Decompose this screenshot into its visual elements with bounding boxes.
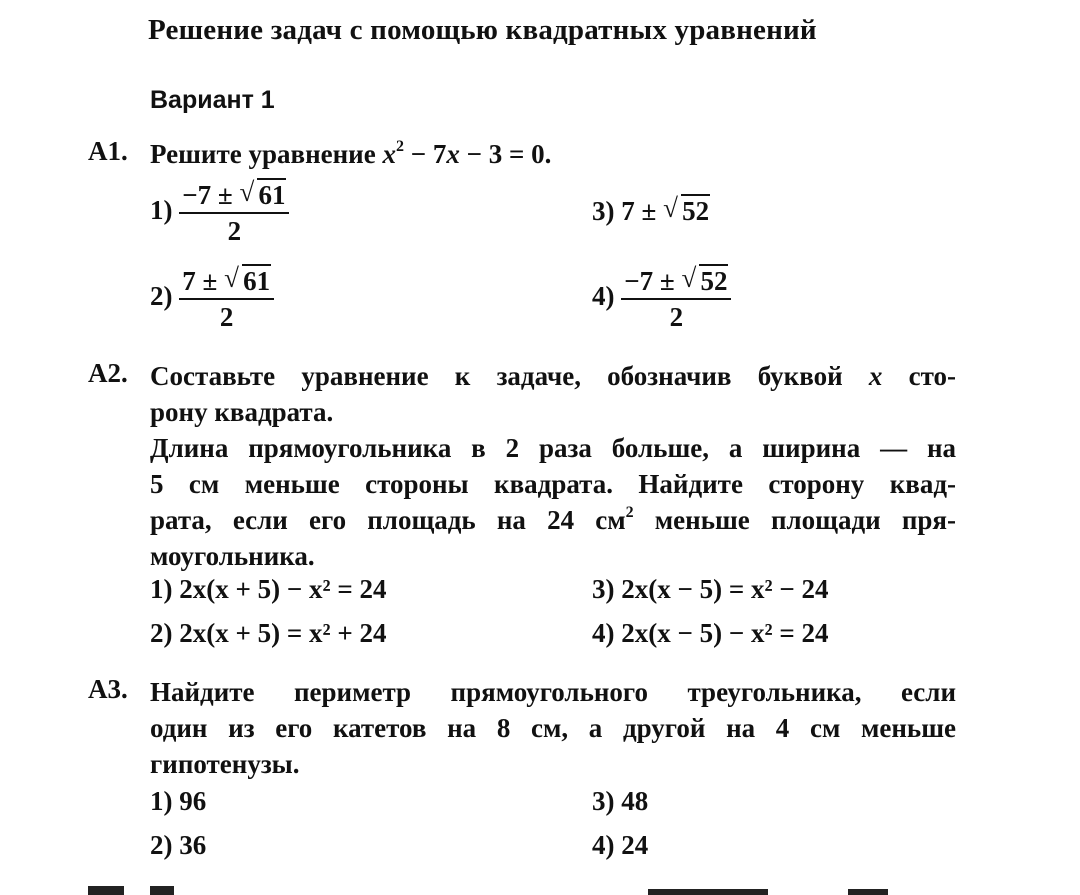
cropped-top-heading <box>300 0 590 8</box>
fraction: 7 ± √ 61 2 <box>179 266 274 332</box>
task-number: А3. <box>88 674 128 704</box>
task-text: Найдите периметр прямоугольного треугольника, если один из его катетов на 8 см, а другой на 4 см меньше гипотенузы. <box>150 677 956 779</box>
answer-option-2[interactable]: 2) 36 <box>150 830 207 860</box>
task-number: А2. <box>88 358 128 388</box>
answer-option-2[interactable]: 2) 7 ± √ 61 2 <box>150 266 274 332</box>
answer-option-1[interactable]: 1) 96 <box>150 786 207 816</box>
answer-option-2[interactable]: 2) 2x(x + 5) = x² + 24 <box>150 618 387 648</box>
answer-option-3[interactable]: 3) 2x(x − 5) = x² − 24 <box>592 574 829 604</box>
answer-option-4[interactable]: 4) 24 <box>592 830 649 860</box>
fraction: −7 ± √ 52 2 <box>621 266 731 332</box>
task-text: Решите уравнение $x^2 - 7x - 3 = 0$. <box>150 138 552 169</box>
variant-heading: Вариант 1 <box>150 86 275 114</box>
answer-option-3[interactable]: 3) 48 <box>592 786 649 816</box>
answer-option-3[interactable]: 3) 7 ± √ 52 <box>592 193 710 226</box>
fraction: −7 ± √ 61 2 <box>179 180 289 246</box>
answer-option-1[interactable]: 1) 2x(x + 5) − x² = 24 <box>150 574 387 604</box>
answer-option-1[interactable]: 1) −7 ± √ 61 2 <box>150 180 289 246</box>
task-number: А1. <box>88 136 128 166</box>
answer-option-4[interactable]: 4) 2x(x − 5) − x² = 24 <box>592 618 829 648</box>
cropped-next-task <box>88 880 988 895</box>
task-text: Составьте уравнение к задаче, обозначив буквой x сто- рону квадрата. Длина прямоугольника в 2 раза больше, а ширина — на 5 см меньше стороны квадрата. Найдите сторону квад- рата, если его площадь на 24 $см^2$ меньше площади пря- моугольника. <box>150 361 957 571</box>
answer-option-4[interactable]: 4) −7 ± √ 52 2 <box>592 266 731 332</box>
page-title: Решение задач с помощью квадратных уравнений <box>148 14 817 46</box>
